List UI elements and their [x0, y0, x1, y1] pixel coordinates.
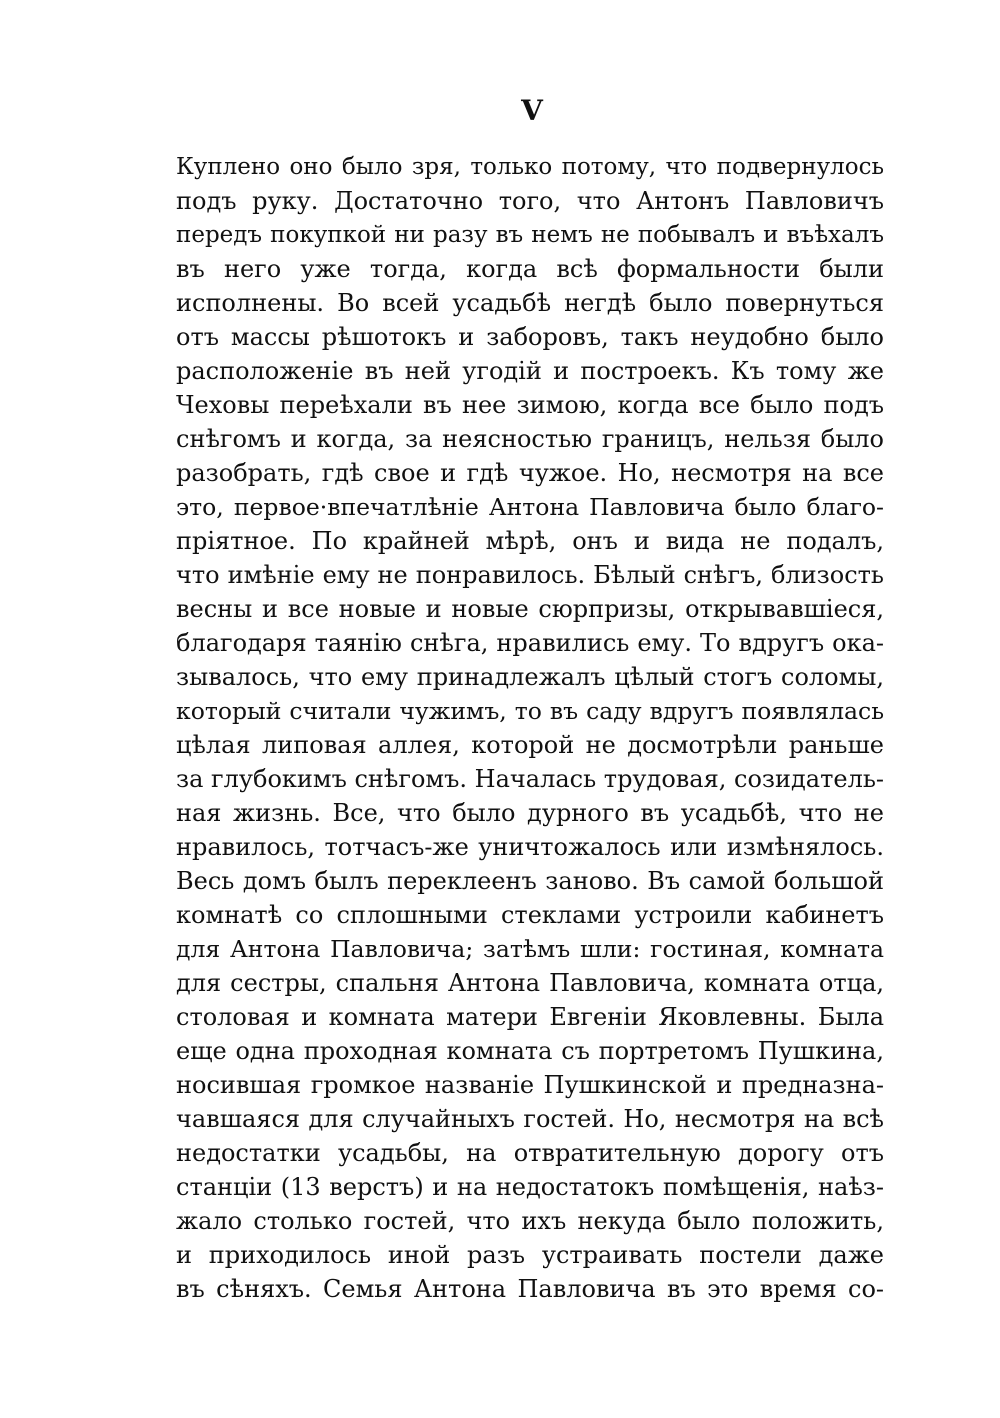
text-line: Весь домъ былъ переклеенъ заново. Въ самой большой	[176, 867, 884, 895]
text-line: зывалось, что ему принадлежалъ цѣлый стогъ соломы,	[176, 663, 884, 691]
text-line: расположеніе въ ней угодій и построекъ. Къ тому же	[176, 357, 884, 385]
text-line: Куплено оно было зря, только потому, что подвернулось	[176, 154, 884, 180]
text-line: за глубокимъ снѣгомъ. Началась трудовая, созидатель-	[176, 765, 884, 793]
text-line: въ сѣняхъ. Семья Антона Павловича въ это время со-	[176, 1275, 884, 1303]
text-line: для Антона Павловича; затѣмъ шли: гостиная, комната	[176, 935, 884, 963]
text-line: разобрать, гдѣ свое и гдѣ чужое. Но, несмотря на все	[176, 459, 884, 487]
text-line: для сестры, спальня Антона Павловича, комната отца,	[176, 969, 884, 997]
text-line: еще одна проходная комната съ портретомъ Пушкина,	[176, 1037, 884, 1065]
text-line: подъ руку. Достаточно того, что Антонъ Павловичъ	[176, 187, 884, 215]
text-line: ная жизнь. Все, что было дурного въ усадьбѣ, что не	[176, 799, 884, 827]
text-line: снѣгомъ и когда, за неясностью границъ, нельзя было	[176, 425, 884, 453]
text-line: исполнены. Во всей усадьбѣ негдѣ было повернуться	[176, 289, 884, 317]
text-line: нравилось, тотчасъ-же уничтожалось или измѣнялось.	[176, 833, 884, 861]
text-line: который считали чужимъ, то въ саду вдругъ появлялась	[176, 697, 884, 725]
text-line: недостатки усадьбы, на отвратительную дорогу отъ	[176, 1139, 884, 1167]
text-line: отъ массы рѣшотокъ и заборовъ, такъ неудобно было	[176, 323, 884, 351]
page-number: V	[521, 94, 544, 127]
text-line: чавшаяся для случайныхъ гостей. Но, несмотря на всѣ	[176, 1105, 884, 1133]
text-line: пріятное. По крайней мѣрѣ, онъ и вида не подалъ,	[176, 527, 884, 555]
text-line: столовая и комната матери Евгеніи Яковлевны. Была	[176, 1003, 884, 1031]
text-line: весны и все новые и новые сюрпризы, открывавшіеся,	[176, 595, 884, 623]
text-line: Чеховы переѣхали въ нее зимою, когда все было подъ	[176, 391, 884, 419]
text-line: цѣлая липовая аллея, которой не досмотрѣли раньше	[176, 731, 884, 759]
text-line: что имѣніе ему не понравилось. Бѣлый снѣгъ, близость	[176, 561, 884, 589]
text-line: и приходилось иной разъ устраивать постели даже	[176, 1241, 884, 1269]
text-line: благодаря таянію снѣга, нравились ему. То вдругъ ока-	[176, 629, 884, 657]
text-line: носившая громкое названіе Пушкинской и предназна-	[176, 1071, 884, 1099]
text-line: передъ покупкой ни разу въ немъ не побывалъ и въѣхалъ	[176, 222, 884, 248]
text-line: это, первое·впечатлѣніе Антона Павловича было благо-	[176, 493, 884, 521]
body-text	[176, 150, 884, 1306]
text-line: въ него уже тогда, когда всѣ формальности были	[176, 255, 884, 283]
text-line: станціи (13 верстъ) и на недостатокъ помѣщенія, наѣз-	[176, 1173, 884, 1201]
text-line: комнатѣ со сплошными стеклами устроили кабинетъ	[176, 901, 884, 929]
text-line: жало столько гостей, что ихъ некуда было положить,	[176, 1207, 884, 1235]
